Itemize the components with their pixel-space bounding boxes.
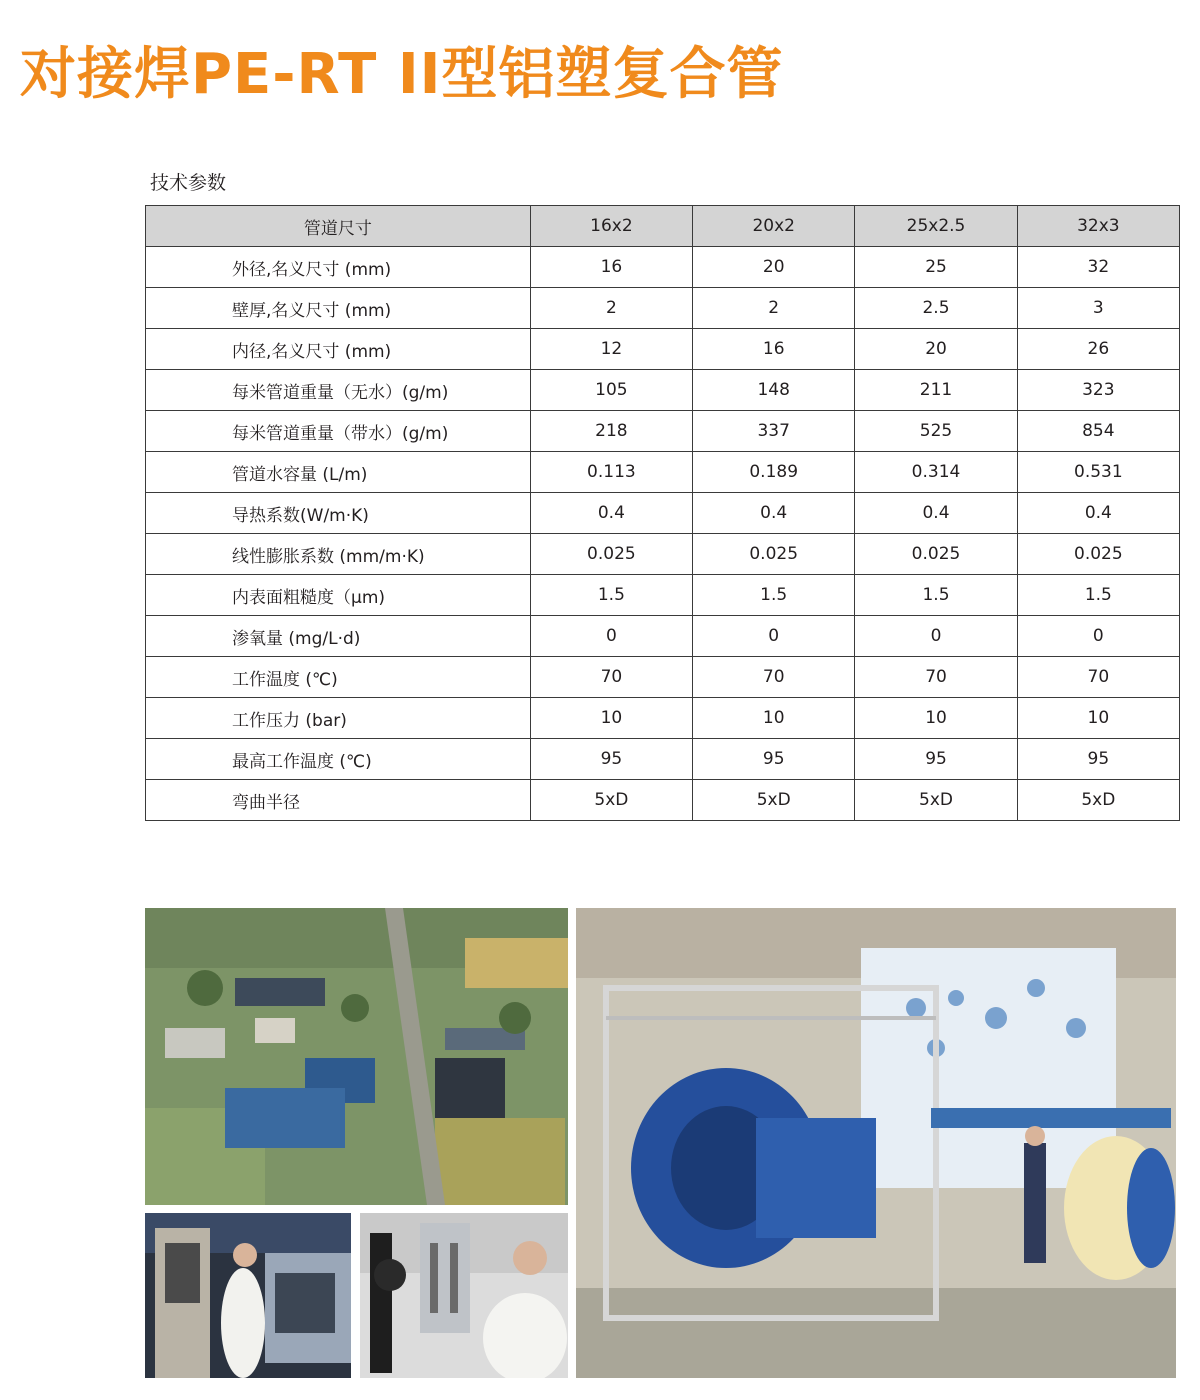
value-cell: 70 (1017, 657, 1179, 698)
value-cell: 0.113 (530, 452, 692, 493)
value-cell: 0.4 (1017, 493, 1179, 534)
value-cell: 3 (1017, 288, 1179, 329)
value-cell: 12 (530, 329, 692, 370)
table-row (146, 780, 1180, 821)
table-row (146, 739, 1180, 780)
table-row (146, 247, 1180, 288)
value-cell: 70 (855, 657, 1017, 698)
page-title: 对接焊PE-RT II型铝塑复合管 (20, 42, 784, 107)
table-row (146, 698, 1180, 739)
table-row (146, 411, 1180, 452)
value-cell: 1.5 (693, 575, 855, 616)
value-cell: 0.4 (530, 493, 692, 534)
value-cell: 323 (1017, 370, 1179, 411)
row-label: 内径,名义尺寸 (mm) (146, 329, 531, 370)
value-cell: 0.025 (1017, 534, 1179, 575)
value-cell: 0.025 (530, 534, 692, 575)
value-cell: 148 (693, 370, 855, 411)
header-cell-size: 32x3 (1017, 206, 1179, 247)
value-cell: 20 (693, 247, 855, 288)
value-cell: 20 (855, 329, 1017, 370)
value-cell: 10 (693, 698, 855, 739)
production-line-photo (576, 908, 1176, 1378)
value-cell: 25 (855, 247, 1017, 288)
row-label: 管道水容量 (L/m) (146, 452, 531, 493)
table-row (146, 288, 1180, 329)
value-cell: 26 (1017, 329, 1179, 370)
row-label: 渗氧量 (mg/L·d) (146, 616, 531, 657)
spec-table-header (146, 206, 1180, 247)
value-cell: 854 (1017, 411, 1179, 452)
row-label: 线性膨胀系数 (mm/m·K) (146, 534, 531, 575)
table-row (146, 575, 1180, 616)
row-label: 弯曲半径 (146, 780, 531, 821)
value-cell: 0.025 (855, 534, 1017, 575)
table-row (146, 329, 1180, 370)
table-row (146, 493, 1180, 534)
row-label: 导热系数(W/m·K) (146, 493, 531, 534)
value-cell: 0 (530, 616, 692, 657)
lab-testing-photo (145, 1213, 351, 1378)
value-cell: 337 (693, 411, 855, 452)
value-cell: 5xD (1017, 780, 1179, 821)
value-cell: 218 (530, 411, 692, 452)
table-row (146, 452, 1180, 493)
value-cell: 0 (1017, 616, 1179, 657)
value-cell: 0.4 (855, 493, 1017, 534)
spec-table (145, 205, 1180, 821)
value-cell: 525 (855, 411, 1017, 452)
value-cell: 16 (530, 247, 692, 288)
value-cell: 5xD (855, 780, 1017, 821)
table-row (146, 616, 1180, 657)
value-cell: 10 (1017, 698, 1179, 739)
header-row (146, 206, 1180, 247)
value-cell: 0 (855, 616, 1017, 657)
value-cell: 70 (530, 657, 692, 698)
header-cell-size: 25x2.5 (855, 206, 1017, 247)
value-cell: 16 (693, 329, 855, 370)
value-cell: 0 (693, 616, 855, 657)
header-cell-size: 20x2 (693, 206, 855, 247)
row-label: 壁厚,名义尺寸 (mm) (146, 288, 531, 329)
row-label: 每米管道重量（带水）(g/m) (146, 411, 531, 452)
value-cell: 0.531 (1017, 452, 1179, 493)
value-cell: 2 (530, 288, 692, 329)
value-cell: 32 (1017, 247, 1179, 288)
value-cell: 2.5 (855, 288, 1017, 329)
table-row (146, 657, 1180, 698)
value-cell: 1.5 (1017, 575, 1179, 616)
pipe-inspection-photo (360, 1213, 568, 1378)
spec-table-body (146, 247, 1180, 821)
row-label: 每米管道重量（无水）(g/m) (146, 370, 531, 411)
value-cell: 5xD (530, 780, 692, 821)
value-cell: 0.4 (693, 493, 855, 534)
value-cell: 70 (693, 657, 855, 698)
value-cell: 10 (530, 698, 692, 739)
value-cell: 1.5 (855, 575, 1017, 616)
value-cell: 10 (855, 698, 1017, 739)
row-label: 工作压力 (bar) (146, 698, 531, 739)
value-cell: 211 (855, 370, 1017, 411)
value-cell: 5xD (693, 780, 855, 821)
row-label: 内表面粗糙度（μm) (146, 575, 531, 616)
table-row (146, 370, 1180, 411)
value-cell: 0.025 (693, 534, 855, 575)
table-row (146, 534, 1180, 575)
section-label: 技术参数 (150, 172, 227, 194)
value-cell: 95 (855, 739, 1017, 780)
value-cell: 0.314 (855, 452, 1017, 493)
value-cell: 1.5 (530, 575, 692, 616)
value-cell: 2 (693, 288, 855, 329)
row-label: 最高工作温度 (℃) (146, 739, 531, 780)
value-cell: 95 (693, 739, 855, 780)
header-cell-pipe-size: 管道尺寸 (146, 206, 531, 247)
value-cell: 0.189 (693, 452, 855, 493)
value-cell: 105 (530, 370, 692, 411)
header-cell-size: 16x2 (530, 206, 692, 247)
row-label: 外径,名义尺寸 (mm) (146, 247, 531, 288)
aerial-factory-photo (145, 908, 568, 1205)
value-cell: 95 (530, 739, 692, 780)
row-label: 工作温度 (℃) (146, 657, 531, 698)
value-cell: 95 (1017, 739, 1179, 780)
